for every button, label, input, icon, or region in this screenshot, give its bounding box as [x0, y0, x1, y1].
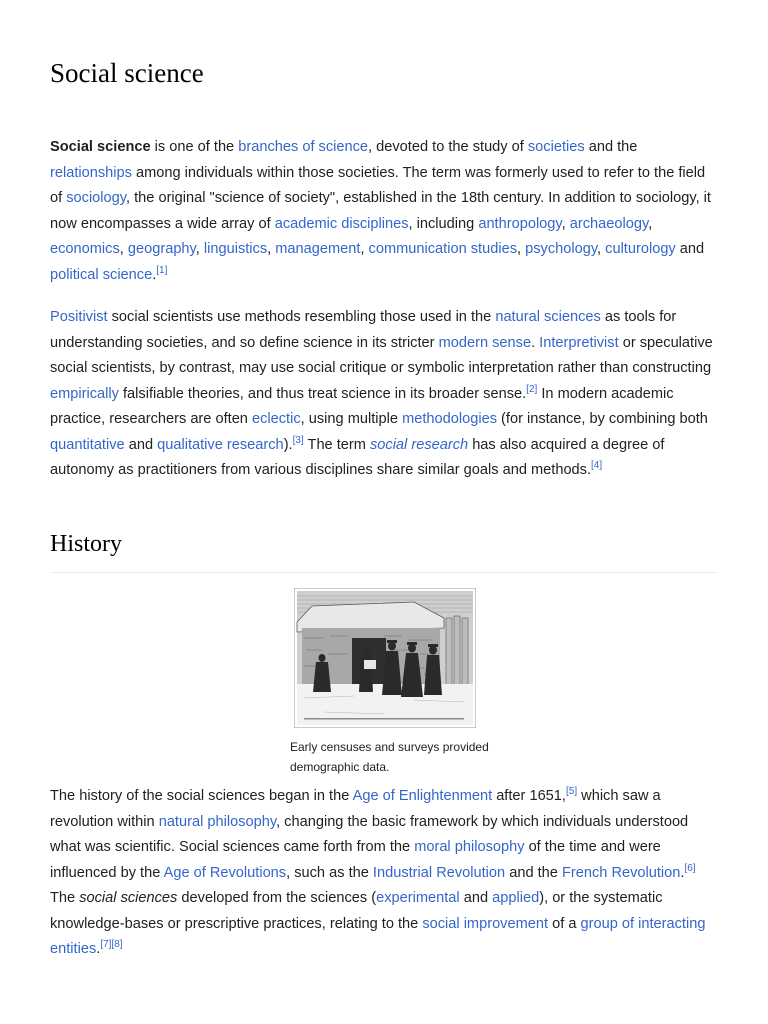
text: , including [408, 215, 479, 232]
text: . [152, 266, 157, 283]
text: has also acquired a degree of autonomy as practitioners from various disciplines share similar goals and methods. [50, 436, 665, 478]
link-eclectic[interactable]: eclectic [251, 411, 301, 427]
text: which saw a revolution within [50, 788, 661, 830]
figure-caption: Early censuses and surveys provided demographic data. [290, 740, 489, 774]
text: , [517, 241, 526, 257]
text: . [96, 941, 101, 957]
citation-6[interactable]: [6] [684, 862, 696, 874]
text: ). [283, 436, 293, 453]
link-sociology[interactable]: sociology [66, 190, 126, 206]
text: , [267, 241, 276, 257]
text: or speculative social scientists, by contrast, may use social critique or symbolic interpretation rather than constructing [50, 334, 713, 376]
text: . [531, 334, 540, 351]
link-interpretivist[interactable]: Interpretivist [539, 334, 619, 351]
intro-paragraph [50, 135, 718, 288]
link-experimental[interactable]: experimental [376, 890, 460, 906]
link-modern-sense[interactable]: modern sense [438, 334, 532, 351]
link-applied[interactable]: applied [492, 890, 540, 906]
text: is one of the [150, 139, 239, 155]
history-paragraph [50, 784, 718, 963]
text: , the original "science of society", established in the 18th century. In addition to sociology, it now encompasses a wide array of [50, 190, 711, 232]
link-academic-disciplines[interactable]: academic disciplines [274, 215, 409, 232]
link-societies[interactable]: societies [527, 139, 585, 155]
bold-term: Social science [50, 139, 151, 155]
text: The term [303, 436, 370, 453]
link-economics[interactable]: economics [50, 241, 120, 257]
link-moral-philosophy[interactable]: moral philosophy [414, 839, 525, 855]
text: and [124, 436, 158, 453]
link-group-of-interacting-entities[interactable]: group of interacting entities [50, 915, 706, 957]
emphasis-social-sciences: social sciences [79, 890, 178, 906]
link-political-science[interactable]: political science [50, 266, 153, 283]
link-anthropology[interactable]: anthropology [478, 215, 562, 232]
text: and the [505, 864, 562, 881]
link-geography[interactable]: geography [127, 241, 196, 257]
text: and the [584, 139, 638, 155]
text: ), or the systematic knowledge-bases or prescriptive practices, relating to the [50, 890, 663, 932]
link-age-of-revolutions[interactable]: Age of Revolutions [163, 864, 287, 881]
link-qualitative-research[interactable]: qualitative research [157, 436, 284, 453]
text: and [459, 890, 493, 906]
text: . [680, 864, 685, 881]
census-engraving-image[interactable] [294, 588, 476, 728]
text: , such as the [286, 864, 373, 881]
link-french-revolution[interactable]: French Revolution [561, 864, 681, 881]
link-empirically[interactable]: empirically [50, 385, 119, 402]
text: of the time and were influenced by the [50, 839, 661, 881]
text: , [597, 241, 606, 257]
link-quantitative[interactable]: quantitative [50, 436, 125, 453]
text: developed from the sciences ( [177, 890, 377, 906]
citation-1[interactable]: [1] [156, 264, 168, 276]
text: and [675, 241, 705, 257]
text: In modern academic practice, researchers are often [50, 385, 674, 427]
text: after 1651, [492, 788, 566, 804]
link-linguistics[interactable]: linguistics [203, 241, 268, 257]
link-branches-of-science[interactable]: branches of science [238, 139, 369, 155]
text: The [50, 890, 80, 906]
text: social scientists use methods resembling those used in the [107, 309, 496, 325]
link-natural-sciences[interactable]: natural sciences [495, 309, 601, 325]
text: , [648, 215, 653, 232]
text: falsifiable theories, and thus treat science in its broader sense. [118, 385, 527, 402]
text: as tools for understanding societies, and so define science in its stricter [50, 309, 677, 351]
link-relationships[interactable]: relationships [50, 164, 132, 181]
text: among individuals within those societies. The term was formerly used to refer to the field of [50, 164, 706, 206]
text: , [195, 241, 204, 257]
text: , [561, 215, 570, 232]
link-social-research[interactable]: social research [369, 436, 469, 453]
methods-paragraph [50, 305, 718, 484]
citation-5[interactable]: [5] [565, 786, 578, 798]
text: , [119, 241, 128, 257]
heading-divider [50, 572, 718, 573]
citation-4[interactable]: [4] [591, 460, 603, 472]
link-psychology[interactable]: psychology [525, 241, 598, 257]
text: , changing the basic framework by which individuals understood what was scientific. Social sciences came forth from the [50, 813, 689, 855]
link-social-improvement[interactable]: social improvement [422, 915, 549, 932]
link-methodologies[interactable]: methodologies [402, 411, 497, 427]
link-communication-studies[interactable]: communication studies [368, 241, 517, 257]
text: (for instance, by combining both [497, 411, 708, 427]
text: , [360, 241, 369, 257]
page-title: Social science [50, 58, 204, 88]
link-management[interactable]: management [275, 241, 361, 257]
citation-8[interactable]: [8] [111, 939, 123, 951]
link-age-of-enlightenment[interactable]: Age of Enlightenment [352, 788, 493, 804]
section-heading-history: History [50, 531, 122, 557]
link-culturology[interactable]: culturology [605, 241, 676, 257]
link-archaeology[interactable]: archaeology [569, 215, 649, 232]
text: The history of the social sciences began in the [50, 788, 353, 804]
link-industrial-revolution[interactable]: Industrial Revolution [372, 864, 506, 881]
link-positivist[interactable]: Positivist [50, 309, 108, 325]
text: , devoted to the study of [368, 139, 528, 155]
text: , using multiple [300, 411, 403, 427]
citation-7[interactable]: [7] [100, 939, 112, 951]
citation-2[interactable]: [2] [526, 383, 538, 395]
citation-3[interactable]: [3] [292, 434, 304, 446]
link-natural-philosophy[interactable]: natural philosophy [158, 813, 277, 830]
figure [290, 588, 490, 777]
text: of a [548, 915, 581, 932]
